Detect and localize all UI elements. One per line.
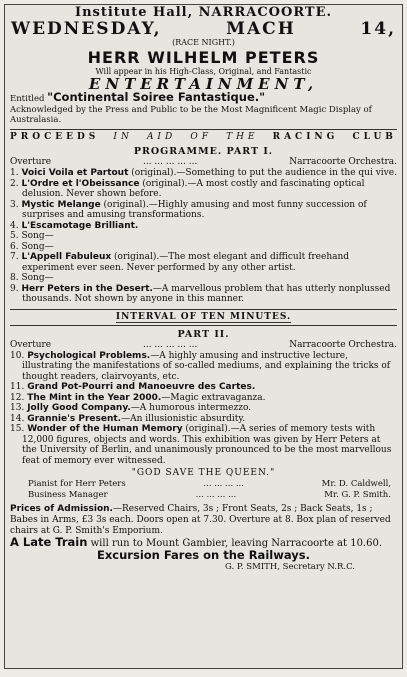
item-description: —Magic extravaganza. [161,392,266,403]
show-title: "Continental Soiree Fantastique." [47,90,266,104]
item-number: 3. [10,199,19,210]
item-number: 14. [10,413,25,424]
item-number: 15. [10,424,25,434]
programme-header: PROGRAMME. PART I. [133,146,274,157]
item-title: The Mint in the Year 2000. [27,392,162,403]
appear-line: Will appear in his High-Class, Original, and Fantastic [95,67,312,76]
advertisement-page [4,4,403,669]
manager-label: Business Manager [28,490,108,500]
date-day: WEDNESDAY, [11,19,162,39]
item-description: Song— [21,241,54,252]
overture-label: Overture [10,157,52,167]
item-description: (original).—Something to put the audience in the qui vive. [128,168,397,178]
item-number: 12. [10,392,25,403]
item-title: Voici Voila et Partout [21,168,129,178]
entertainment-heading: ENTERTAINMENT, [88,75,319,93]
racing-word: IN [113,132,133,142]
item-description: —A highly amusing and instructive lecture, illustrating the manifestations of so-called mediums, and explaining the tricks of thought readers, clairvoyants, etc. [22,350,391,382]
part2-header: PART II. [177,328,230,340]
item-description: Song— [21,273,54,283]
date-month: MACH [226,19,296,39]
item-title: Wonder of the Human Memory [27,424,183,434]
item-title: L'Escamotage Brilliant. [21,220,139,231]
item-title: Psychological Problems. [27,350,151,361]
god-save-the-queen: "GOD SAVE THE QUEEN." [131,468,276,478]
acknowledgement: Acknowledged by the Press and Public to be the Most Magnificent Magic Display of Australasia. [10,105,372,125]
item-number: 10. [10,350,25,361]
race-night: (RACE NIGHT.) [172,38,235,47]
excursion-fares: Excursion Fares on the Railways. [97,548,310,562]
item-description: Song— [21,231,54,241]
item-description: (original).—A series of memory tests with 12,000 figures, objects and words. This exhibition was given by Herr Peters at the University of Berlin, and unanimously pronounced to be the most marvellous feat of memory ever witnessed. [22,424,392,466]
racing-word: PROCEEDS [10,132,100,142]
item-number: 5. [10,231,19,241]
item-number: 4. [10,220,19,231]
item-number: 8. [10,273,19,283]
item-description: —An illusionistic absurdity. [121,413,246,424]
overture2-dots: ... ... ... ... ... [142,339,198,350]
racing-word: THE [226,132,259,142]
item-number: 1. [10,168,19,178]
performer-name: HERR WILHELM PETERS [87,48,320,67]
overture2-label: Overture [10,339,52,350]
item-description: (original).—Highly amusing and most funny succession of surprises and amusing transformations. [22,199,367,220]
overture2-performer: Narracoorte Orchestra. [289,339,397,350]
train-label: A Late Train [10,535,88,549]
item-description: (original).—A most costly and fascinating optical delusion. Never shown before. [22,178,365,199]
item-number: 2. [10,178,19,189]
train-text: will run to Mount Gambier, leaving Narracoorte at 10.60. [87,538,383,549]
ad-border [4,4,403,669]
item-title: Mystic Melange [21,199,101,210]
item-number: 11. [10,382,25,392]
venue-heading: Institute Hall, NARRACOORTE. [74,5,333,20]
manager-dots: ... ... ... ... [195,490,237,500]
item-description: —A humorous intermezzo. [130,403,252,413]
item-title: L'Ordre et l'Obeissance [21,178,140,189]
item-title: Jolly Good Company. [27,403,131,413]
item-number: 7. [10,252,19,262]
item-number: 13. [10,403,25,413]
item-title: Grand Pot-Pourri and Manoeuvre des Cartes. [27,382,256,392]
interval-text: INTERVAL OF TEN MINUTES. [115,311,292,322]
secretary-signature: G. P. SMITH, Secretary N.R.C. [224,562,355,572]
item-description: (original).—The most elegant and difficult freehand experiment ever seen. Never performed by any other artist. [22,252,350,273]
item-number: 9. [10,283,19,294]
manager-name: Mr. G. P. Smith. [324,490,391,500]
date-num: 14, [360,19,396,39]
racing-word: RACING [272,132,339,142]
pianist-name: Mr. D. Caldwell, [321,479,391,489]
prices-text: —Reserved Chairs, 3s ; Front Seats, 2s ; Back Seats, 1s ; Babes in Arms, £3 3s each. Doors open at 7.30. Overture at 8. Box plan of reserved chairs at G. P. Smith's Emporium. [10,504,391,536]
item-description: —A marvellous problem that has utterly nonplussed thousands. Not shown by anyone in this manner. [22,283,391,304]
racing-word: CLUB [352,132,397,142]
overture-dots: ... ... ... ... ... [142,157,198,167]
entitled-prefix: Entitled [10,94,45,104]
pianist-label: Pianist for Herr Peters [28,479,126,489]
item-title: Herr Peters in the Desert. [21,283,153,294]
item-number: 6. [10,241,19,252]
prices-label: Prices of Admission. [10,504,113,514]
racing-word: OF [190,132,212,142]
overture-performer: Narracoorte Orchestra. [289,157,397,167]
item-title: L'Appell Fabuleux [21,252,112,262]
racing-word: AID [146,132,177,142]
pianist-dots: ... ... ... ... [203,479,244,489]
item-title: Grannie's Present. [27,413,122,424]
